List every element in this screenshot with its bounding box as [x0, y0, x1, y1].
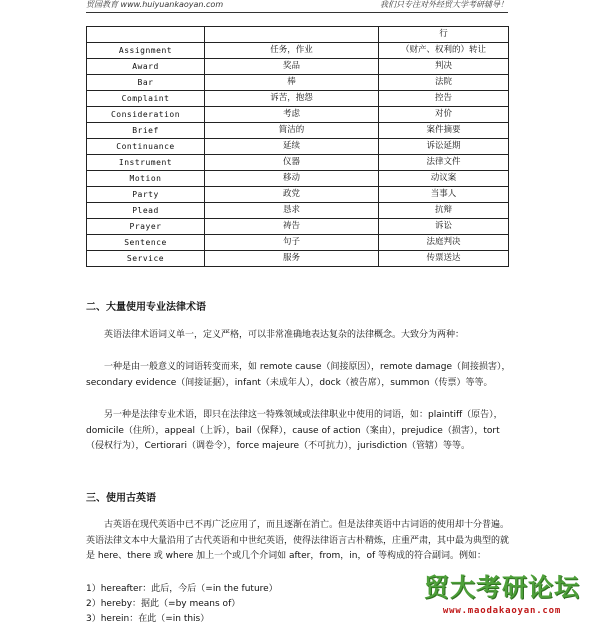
general-meaning-cell: 移动 — [205, 171, 379, 187]
general-meaning-cell: 仪器 — [205, 155, 379, 171]
vocabulary-table — [86, 26, 509, 267]
table-row — [87, 251, 509, 267]
term-cell: Complaint — [87, 91, 205, 107]
table-row — [87, 155, 509, 171]
table-row — [87, 235, 509, 251]
term-cell: Motion — [87, 171, 205, 187]
general-meaning-cell — [205, 27, 379, 43]
legal-meaning-cell: 案件摘要 — [379, 123, 509, 139]
section-2-paragraph-1: 英语法律术语词义单一，定义严格，可以非常准确地表达复杂的法律概念。大致分为两种： — [104, 330, 465, 340]
general-meaning-cell: 延续 — [205, 139, 379, 155]
table-row — [87, 203, 509, 219]
term-cell: Award — [87, 59, 205, 75]
table-row — [87, 59, 509, 75]
table-row — [87, 171, 509, 187]
general-meaning-cell: 奖品 — [205, 59, 379, 75]
term-cell: Prayer — [87, 219, 205, 235]
legal-meaning-cell: 对价 — [379, 107, 509, 123]
general-meaning-cell: 简洁的 — [205, 123, 379, 139]
table-row — [87, 27, 509, 43]
page-header — [86, 0, 508, 13]
term-cell: Consideration — [87, 107, 205, 123]
legal-meaning-cell: 判决 — [379, 59, 509, 75]
section-2-title: 二、大量使用专业法律术语 — [86, 302, 206, 313]
section-3-title: 三、使用古英语 — [86, 493, 156, 504]
general-meaning-cell: 考虑 — [205, 107, 379, 123]
legal-meaning-cell: 行 — [379, 27, 509, 43]
table-row — [87, 187, 509, 203]
table-row — [87, 219, 509, 235]
term-cell: Instrument — [87, 155, 205, 171]
legal-meaning-cell: 动议案 — [379, 171, 509, 187]
table-row — [87, 107, 509, 123]
vocabulary-table-body — [87, 27, 509, 267]
term-cell: Bar — [87, 75, 205, 91]
term-cell: Party — [87, 187, 205, 203]
header-left: 贸园教育 www.huiyuankaoyan.com — [86, 0, 224, 9]
table-row — [87, 75, 509, 91]
vocabulary-table-wrap — [86, 26, 508, 267]
general-meaning-cell: 任务，作业 — [205, 43, 379, 59]
table-row — [87, 139, 509, 155]
legal-meaning-cell: 诉讼 — [379, 219, 509, 235]
general-meaning-cell: 诉苦，抱怨 — [205, 91, 379, 107]
general-meaning-cell: 句子 — [205, 235, 379, 251]
term-cell: Service — [87, 251, 205, 267]
general-meaning-cell: 服务 — [205, 251, 379, 267]
legal-meaning-cell: 诉讼延期 — [379, 139, 509, 155]
forum-watermark — [412, 568, 592, 616]
legal-meaning-cell: 控告 — [379, 91, 509, 107]
legal-meaning-cell: 法律文件 — [379, 155, 509, 171]
general-meaning-cell: 政党 — [205, 187, 379, 203]
table-row — [87, 91, 509, 107]
term-cell: Assignment — [87, 43, 205, 59]
legal-meaning-cell: 抗辩 — [379, 203, 509, 219]
table-row — [87, 123, 509, 139]
term-cell: Continuance — [87, 139, 205, 155]
watermark-title: 贸大考研论坛 — [423, 573, 580, 602]
section-2-paragraph-2: 一种是由一般意义的词语转变而来，如 remote cause（间接原因），remote damage（间接损害），secondary evidence（间接证据），infant（未成年人），dock（被告席），summon（传票）等等。 — [86, 362, 511, 388]
legal-meaning-cell: 传票送达 — [379, 251, 509, 267]
legal-meaning-cell: （财产、权利的）转让 — [379, 43, 509, 59]
general-meaning-cell: 祷告 — [205, 219, 379, 235]
section-3-item-1: 1）hereafter：此后，今后（=in the future） — [86, 584, 278, 594]
term-cell: Plead — [87, 203, 205, 219]
general-meaning-cell: 恳求 — [205, 203, 379, 219]
watermark-url: www.maodakaoyan.com — [442, 606, 562, 616]
section-3-paragraph-1: 古英语在现代英语中已不再广泛应用了，而且逐渐在消亡。但是法律英语中古词语的使用却十分普遍。英语法律文本中大量沿用了古代英语和中世纪英语，使得法律语言古朴精炼，庄重严肃，其中最为典型的就是 here、there 或 where 加上一个或几个介词如 after，from，in，of 等构成的符合副词。例如： — [86, 520, 510, 561]
term-cell: Sentence — [87, 235, 205, 251]
legal-meaning-cell: 当事人 — [379, 187, 509, 203]
section-3-item-3: 3）herein：在此（=in this） — [86, 614, 210, 624]
term-cell: Brief — [87, 123, 205, 139]
table-row — [87, 43, 509, 59]
section-3-item-2: 2）hereby：据此（=by means of） — [86, 599, 241, 609]
legal-meaning-cell: 法院 — [379, 75, 509, 91]
legal-meaning-cell: 法庭判决 — [379, 235, 509, 251]
section-2-paragraph-3: 另一种是法律专业术语，即只在法律这一特殊领域或法律职业中使用的词语，如：plaintiff（原告），domicile（住所），appeal（上诉），bail（保释），cause of action（案由），prejudice（损害），tort（侵权行为），Certiorari（调卷令），force majeure（不可抗力），jurisdiction（管辖）等等。 — [86, 410, 503, 451]
term-cell — [87, 27, 205, 43]
header-right: 我们只专注对外经贸大学考研辅导！ — [380, 0, 508, 9]
general-meaning-cell: 棒 — [205, 75, 379, 91]
